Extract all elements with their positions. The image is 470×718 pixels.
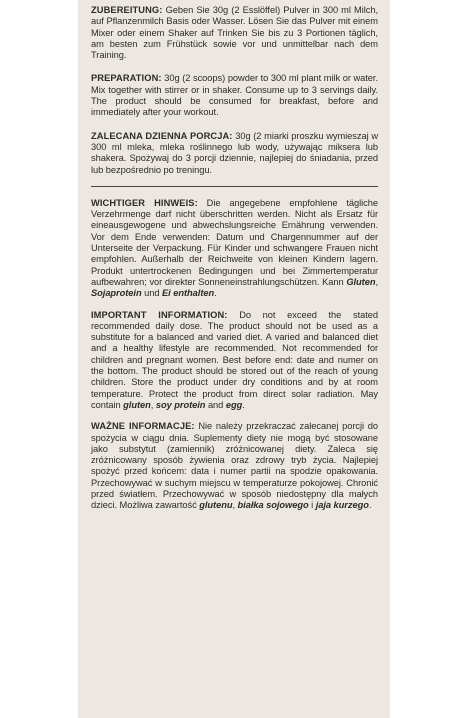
important-info-pl-heading: WAŻNE INFORMACJE:: [91, 421, 195, 432]
preparation-en: [91, 73, 378, 118]
preparation-en-heading: PREPARATION:: [91, 73, 162, 84]
allergen-sep: ,: [150, 399, 156, 410]
important-info-en-heading: IMPORTANT INFORMATION:: [91, 309, 228, 320]
section-divider: [91, 186, 378, 187]
allergen-sep: und: [141, 288, 163, 299]
allergen-pl-3: jaja kurzego: [315, 500, 369, 511]
allergen-en-1: gluten: [123, 399, 151, 410]
allergen-sep: .: [214, 288, 217, 299]
allergen-pl-2: białka sojowego: [237, 500, 309, 511]
important-info-de: [91, 198, 378, 300]
allergen-pl-1: glutenu: [199, 500, 233, 511]
important-info-pl-text: Nie należy przekraczać zalecanej porcji do spożycia w ciągu dnia. Suplementy diety nie mogą być stosowane jako substytut (zamiennik) zróżnicowanej diety. Zaleca się zróżnicowany sposób żywienia oraz zdrowy tryb życia. Najlepiej spożyć przed końcem: data i numer partii na spodzie opakowania. Przechowywać w suchym miejscu w temperaturze pokojowej. Chronić przed światłem. Przechowywać w sposób niedostępny dla małych dzieci. Możliwa zawartość: [91, 421, 378, 511]
allergen-de-3: Ei enthalten: [162, 288, 215, 299]
important-info-en-text: Do not exceed the stated recommended daily dose. The product should not be used as a substitute for a balanced and varied diet. A varied and balanced diet and a healthy lifestyle are recommended. Not recommended for children and pregnant women. Best before end: date and numer on the bottom. The product should be stored out of the reach of young children. Store the product under dry conditions and by at room temperature. Protect the product from direct solar radiation. May contain: [91, 309, 378, 410]
allergen-en-3: egg: [225, 399, 243, 410]
allergen-sep: .: [368, 500, 372, 511]
allergen-sep: .: [242, 399, 245, 410]
allergen-sep: ,: [232, 500, 238, 511]
important-info-pl: [91, 421, 378, 511]
allergen-de-2: Sojaprotein: [91, 288, 142, 299]
allergen-sep: i: [308, 500, 316, 511]
allergen-sep: ,: [375, 276, 378, 287]
allergen-en-2: soy protein: [155, 399, 206, 410]
preparation-pl-heading: ZALECANA DZIENNA PORCJA:: [91, 130, 233, 141]
allergen-sep: and: [205, 399, 226, 410]
preparation-de: [91, 5, 378, 61]
important-info-de-heading: WICHTIGER HINWEIS:: [91, 197, 198, 208]
important-info-de-text: Die angegebene empfohlene tägliche Verzehrmenge darf nicht überschritten werden. Nicht als Ersatz für eineausgewogene und abwechslungsreiche Ernährung verwenden. Vor dem Ende verwenden: Datum und Chargennummer auf der Unterseite der Verpackung. Für Kinder und schwangere Frauen nicht empfohlen. Außerhalb der Reichweite von kleinen Kindern lagern. Produkt untertrockenen Bedingungen und bei Zimmertemperatur aufbewahren; vor direkter Sonneneinstrahlungschützen. Kann: [91, 197, 378, 287]
preparation-de-heading: ZUBEREITUNG:: [91, 5, 163, 15]
preparation-en-text: 30g (2 scoops) powder to 300 ml plant milk or water. Mix together with stirrer or in shaker. Consume up to 3 servings daily. The product should be consumed for breakfast, before and immediately after your workout.: [91, 73, 378, 118]
preparation-pl: [91, 131, 378, 176]
allergen-de-1: Gluten: [346, 276, 376, 287]
preparation-de-text: Geben Sie 30g (2 Esslöffel) Pulver in 300 ml Milch, auf Pflanzenmilch Basis oder Wasser. Lösen Sie das Pulver mit einem Mixer oder einem Shaker auf Trinken Sie bis zu 3 Portionen täglich, am besten zum Frühstück sowie vor und unmittelbar nach dem Training.: [91, 5, 378, 61]
label-text-panel: [78, 0, 390, 718]
preparation-pl-text: 30g (2 miarki proszku wymieszaj w 300 ml mleka, mleka roślinnego lub wody, używając miksera lub shakera. Spożywaj do 3 porcji dziennie, najlepiej do śniadania, przed lub bezpośrednio po treningu.: [91, 130, 378, 175]
important-info-en: [91, 310, 378, 412]
